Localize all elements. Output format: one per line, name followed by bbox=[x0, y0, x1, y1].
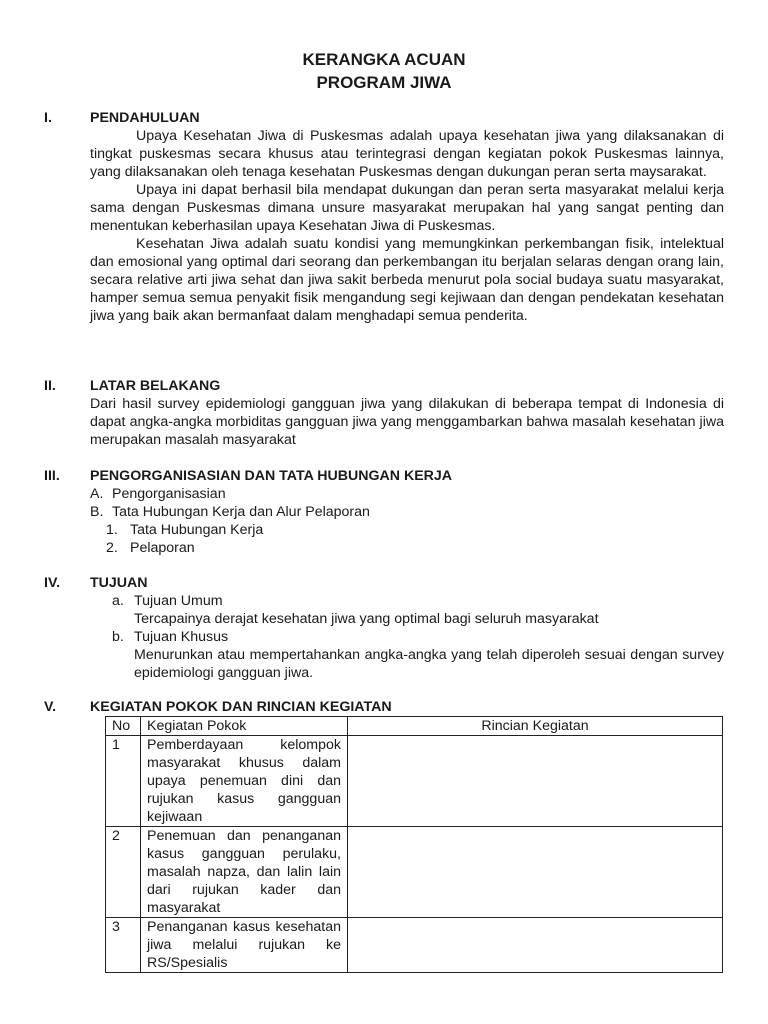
section-body bbox=[90, 127, 724, 325]
section-body bbox=[90, 485, 724, 557]
table-cell-no: 1 bbox=[106, 736, 141, 827]
table-cell-rincian bbox=[348, 736, 723, 827]
table-cell-rincian bbox=[348, 827, 723, 918]
section-latar-belakang bbox=[44, 377, 724, 449]
list-text: Pengorganisasian bbox=[112, 486, 226, 502]
list-marker: A. bbox=[90, 486, 104, 502]
section-title: PENGORGANISASIAN DAN TATA HUBUNGAN KERJA bbox=[90, 468, 453, 484]
list-marker: a. bbox=[112, 593, 124, 609]
list-item bbox=[90, 485, 724, 503]
section-body bbox=[90, 395, 724, 449]
list-text: Pelaporan bbox=[130, 540, 195, 556]
section-number: II. bbox=[44, 378, 56, 394]
section-heading bbox=[44, 698, 724, 716]
paragraph: Dari hasil survey epidemiologi gangguan jiwa yang dilakukan di beberapa tempat di Indonesia di dapat angka-angka morbiditas gangguan jiwa yang menggambarkan bahwa masalah kesehatan jiwa merupakan masalah masyarakat bbox=[90, 396, 724, 448]
section-pendahuluan bbox=[44, 109, 724, 325]
paragraph: Upaya ini dapat berhasil bila mendapat dukungan dan peran serta masyarakat melalui kerja sama dengan Puskesmas dimana unsure masyarakat merupakan hal yang sangat penting dan menentukan keberhasilan upaya Kesehatan Jiwa di Puskesmas. bbox=[90, 182, 724, 234]
list-text: Tata Hubungan Kerja dan Alur Pelaporan bbox=[112, 504, 370, 520]
section-number: IV. bbox=[44, 575, 61, 591]
table-row bbox=[106, 918, 723, 973]
section-title: KEGIATAN POKOK DAN RINCIAN KEGIATAN bbox=[90, 699, 392, 715]
list-label: Tujuan Khusus bbox=[134, 629, 229, 645]
section-tujuan bbox=[44, 574, 724, 682]
paragraph: Kesehatan Jiwa adalah suatu kondisi yang memungkinkan perkembangan fisik, intelektual dan emosional yang optimal dari seorang dan perkembangan itu berjalan selaras dengan orang lain, secara relative arti jiwa sehat dan jiwa sakit berbeda menurut pola social budaya suatu masyarakat, hamper semua semua penyakit fisik mengandung segi kejiwaan dan dengan pendekatan kesehatan jiwa yang baik akan bermanfaat dalam menghadapi semua penderita. bbox=[90, 236, 724, 324]
section-heading bbox=[44, 109, 724, 127]
section-body bbox=[90, 592, 724, 682]
list-marker: 1. bbox=[106, 522, 118, 538]
section-heading bbox=[44, 377, 724, 395]
list-item bbox=[90, 628, 724, 646]
section-heading bbox=[44, 467, 724, 485]
section-kegiatan-pokok bbox=[44, 698, 724, 716]
table-cell-kegiatan: Pemberdayaan kelompok masyarakat khusus dalam upaya penemuan dini dan rujukan kasus gangguan kejiwaan bbox=[141, 736, 348, 827]
table-cell-no: 2 bbox=[106, 827, 141, 918]
table-cell-kegiatan: Penemuan dan penanganan kasus gangguan perulaku, masalah napza, dan lalin lain dari rujukan kader dan masyarakat bbox=[141, 827, 348, 918]
table-cell-kegiatan: Penanganan kasus kesehatan jiwa melalui rujukan ke RS/Spesialis bbox=[141, 918, 348, 973]
list-item bbox=[90, 503, 724, 521]
table-header-cell: Rincian Kegiatan bbox=[348, 717, 723, 736]
table-header-cell: No bbox=[106, 717, 141, 736]
table-header-row bbox=[106, 717, 723, 736]
sub-list-item bbox=[90, 539, 724, 557]
section-heading bbox=[44, 574, 724, 592]
section-title: PENDAHULUAN bbox=[90, 110, 200, 126]
list-description: Menurunkan atau mempertahankan angka-angka yang telah diperoleh sesuai dengan survey epidemiologi gangguan jiwa. bbox=[134, 647, 724, 681]
paragraph: Upaya Kesehatan Jiwa di Puskesmas adalah upaya kesehatan jiwa yang dilaksanakan di tingkat puskesmas secara khusus atau terintegrasi dengan kegiatan pokok Puskesmas lainnya, yang dilaksanakan oleh tenaga kesehatan Puskesmas dengan dukungan peran serta maysarakat. bbox=[90, 128, 724, 180]
section-number: V. bbox=[44, 699, 57, 715]
section-title: TUJUAN bbox=[90, 575, 148, 591]
section-title: LATAR BELAKANG bbox=[90, 378, 221, 394]
list-description: Tercapainya derajat kesehatan jiwa yang optimal bagi seluruh masyarakat bbox=[134, 611, 599, 627]
table-cell-rincian bbox=[348, 918, 723, 973]
sub-list-item bbox=[90, 521, 724, 539]
section-pengorganisasian bbox=[44, 467, 724, 557]
list-marker: 2. bbox=[106, 540, 118, 556]
table-cell-no: 3 bbox=[106, 918, 141, 973]
list-text: Tata Hubungan Kerja bbox=[130, 522, 264, 538]
kegiatan-table bbox=[105, 716, 723, 973]
table-row bbox=[106, 736, 723, 827]
section-number: III. bbox=[44, 468, 60, 484]
section-number: I. bbox=[44, 110, 52, 126]
list-marker: B. bbox=[90, 504, 104, 520]
document-title-line1: KERANGKA ACUAN bbox=[302, 50, 466, 69]
list-label: Tujuan Umum bbox=[134, 593, 223, 609]
table-header-cell: Kegiatan Pokok bbox=[141, 717, 348, 736]
document-title-line2: PROGRAM JIWA bbox=[316, 73, 452, 92]
table-row bbox=[106, 827, 723, 918]
list-marker: b. bbox=[112, 629, 124, 645]
list-item bbox=[90, 592, 724, 610]
